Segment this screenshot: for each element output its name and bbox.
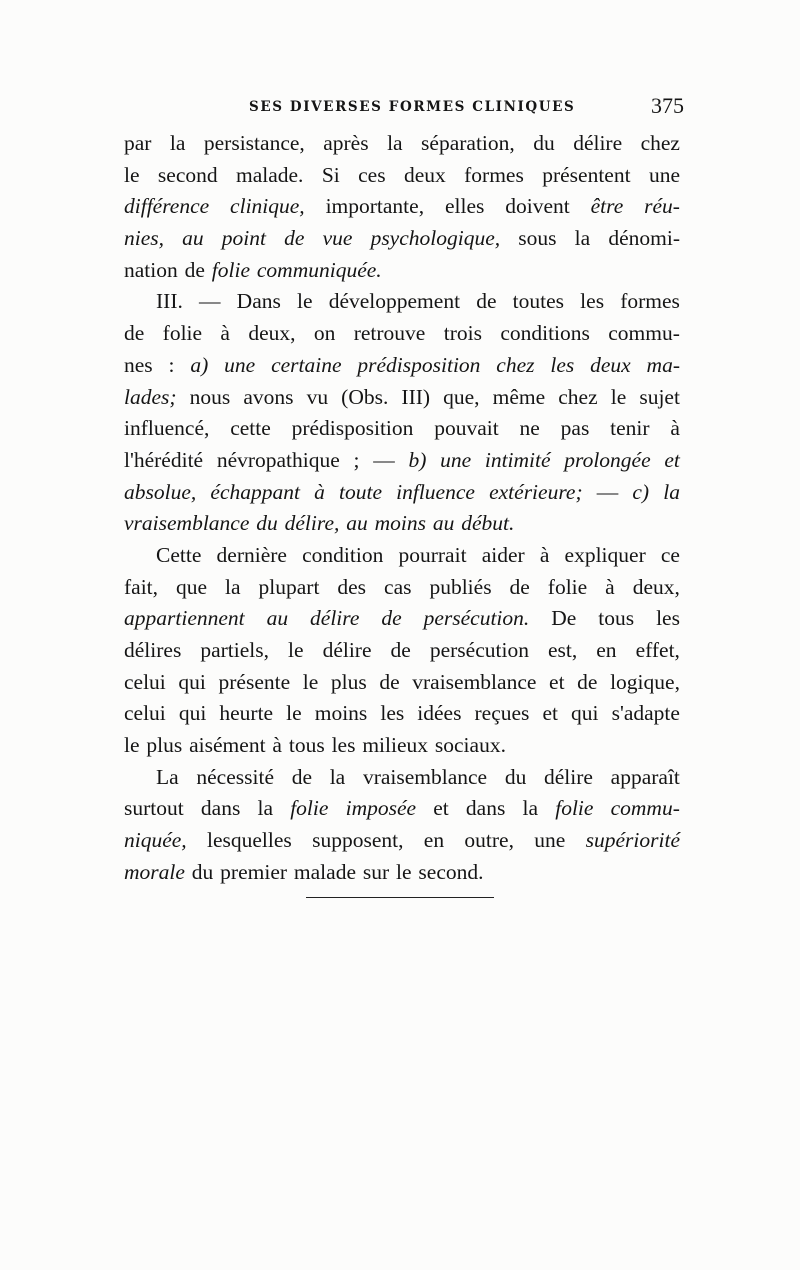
- word: sujet: [639, 384, 680, 409]
- word: au: [432, 511, 455, 536]
- text-line: [124, 762, 680, 794]
- word: pouvait: [434, 416, 499, 441]
- word: une: [648, 162, 680, 187]
- word: nies,: [124, 226, 165, 251]
- word: délire: [573, 131, 623, 155]
- word: délire: [322, 638, 372, 662]
- word: milieux: [362, 733, 429, 758]
- word: qui: [178, 669, 206, 694]
- word: à: [605, 574, 615, 599]
- word: elles: [444, 194, 485, 219]
- word: sur: [362, 859, 390, 884]
- word: malade.: [235, 162, 304, 187]
- word: la: [169, 131, 186, 155]
- word: Si: [321, 162, 340, 187]
- word: Cette: [156, 542, 202, 567]
- word: heurte: [219, 701, 274, 726]
- text-line: [124, 698, 680, 730]
- word: qui: [178, 701, 207, 726]
- word: une: [224, 352, 256, 377]
- word: de: [509, 574, 530, 599]
- word: plus: [330, 669, 367, 694]
- word: le: [396, 859, 412, 884]
- word: doivent: [505, 194, 570, 219]
- word: dernière: [216, 542, 287, 567]
- word: influencé,: [124, 416, 210, 441]
- text-line: [124, 825, 680, 857]
- word: folie: [211, 257, 251, 282]
- word: aider: [481, 542, 525, 567]
- word: nous: [189, 384, 231, 409]
- word: cette: [230, 416, 271, 441]
- word: extérieure;: [489, 479, 583, 504]
- word: condition: [302, 542, 384, 567]
- body-text: [124, 128, 680, 889]
- word: à: [272, 733, 282, 758]
- word: les: [380, 701, 405, 726]
- word: et: [433, 796, 449, 821]
- word: communiquée.: [256, 257, 382, 282]
- word: développement: [328, 289, 461, 314]
- word: commu-: [610, 796, 680, 821]
- word: et: [664, 447, 680, 472]
- text-line: [124, 477, 680, 509]
- text-line: [124, 413, 680, 445]
- text-line: [124, 286, 680, 318]
- word: deux,: [248, 321, 296, 346]
- word: formes: [464, 162, 524, 187]
- word: supériorité: [585, 828, 680, 853]
- word: que,: [443, 384, 480, 409]
- word: délires: [124, 638, 182, 662]
- word: b): [408, 447, 427, 472]
- word: présentent: [542, 162, 631, 187]
- word: (Obs.: [341, 384, 389, 409]
- text-line: [124, 508, 680, 540]
- word: celui: [124, 669, 166, 694]
- word: à: [539, 542, 550, 567]
- word: la: [574, 226, 591, 251]
- word: les: [550, 352, 575, 377]
- word: outre,: [464, 828, 514, 853]
- section-end-rule: [306, 897, 494, 898]
- word: lesquelles: [207, 828, 292, 853]
- word: folie: [290, 796, 329, 821]
- text-line: [124, 730, 680, 762]
- word: la: [257, 796, 274, 821]
- word: en: [423, 828, 445, 853]
- running-title: SES DIVERSES FORMES CLINIQUES: [249, 99, 576, 115]
- word: a): [190, 352, 209, 377]
- word: vraisemblance: [362, 764, 488, 789]
- word: lades;: [124, 384, 177, 409]
- word: le: [288, 638, 304, 662]
- word: au: [346, 511, 368, 536]
- word: folie: [555, 796, 594, 821]
- word: nécessité: [196, 764, 274, 789]
- word: échappant: [210, 479, 300, 504]
- word: au: [266, 606, 289, 631]
- word: vue: [322, 226, 353, 251]
- word: clinique,: [230, 194, 305, 219]
- text-line: [124, 223, 680, 255]
- word: du: [504, 764, 527, 789]
- word: folie: [547, 574, 588, 599]
- text-line: [124, 572, 680, 604]
- word: III.: [156, 289, 183, 314]
- word: le: [124, 162, 140, 187]
- word: De: [551, 606, 577, 631]
- word: —: [373, 447, 395, 472]
- word: différence: [124, 194, 210, 219]
- word: tous: [598, 606, 635, 631]
- text-line: [124, 350, 680, 382]
- word: une: [440, 447, 472, 472]
- word: au: [182, 226, 204, 251]
- word: on: [313, 321, 336, 346]
- word: en: [596, 638, 617, 662]
- word: nes: [124, 352, 153, 377]
- word: la: [387, 131, 403, 155]
- word: dans: [200, 796, 241, 821]
- word: tous: [288, 733, 325, 758]
- word: ce: [660, 542, 680, 567]
- word: partiels,: [200, 638, 269, 662]
- word: ma-: [646, 352, 680, 377]
- word: appartiennent: [124, 606, 245, 631]
- word: surtout: [124, 796, 184, 821]
- word: névropathique: [216, 447, 340, 472]
- word: importante,: [325, 194, 425, 219]
- text-line: [124, 603, 680, 635]
- text-line: [124, 445, 680, 477]
- word: Dans: [236, 289, 281, 314]
- word: de: [284, 226, 305, 251]
- word: après: [323, 131, 369, 155]
- word: une: [534, 828, 566, 853]
- word: présente: [218, 669, 291, 694]
- word: prédisposition: [357, 352, 481, 377]
- word: délire: [544, 764, 593, 789]
- word: être: [590, 194, 624, 219]
- word: sociaux.: [434, 733, 506, 758]
- word: moins: [374, 511, 426, 536]
- word: par: [124, 131, 152, 155]
- word: plus: [146, 733, 183, 758]
- word: de: [184, 257, 205, 282]
- word: de: [291, 764, 312, 789]
- word: la: [225, 574, 241, 599]
- word: logique,: [610, 669, 680, 694]
- word: folie: [162, 321, 203, 346]
- word: dans: [465, 796, 506, 821]
- word: toute: [339, 479, 382, 504]
- word: moins: [314, 701, 368, 726]
- word: commu-: [608, 321, 680, 346]
- word: réu-: [644, 194, 680, 219]
- word: second: [157, 162, 218, 187]
- word: :: [168, 352, 175, 377]
- word: III): [401, 384, 431, 409]
- word: vraisemblance: [412, 669, 537, 694]
- word: ces: [358, 162, 386, 187]
- word: à: [220, 321, 230, 346]
- word: persistance,: [203, 131, 305, 155]
- word: certaine: [271, 352, 342, 377]
- word: ne: [519, 416, 540, 441]
- word: vraisemblance: [124, 511, 250, 536]
- word: reçues: [474, 701, 530, 726]
- text-line: [124, 160, 680, 192]
- word: psychologique,: [370, 226, 501, 251]
- word: du: [256, 511, 278, 536]
- word: prédisposition: [291, 416, 414, 441]
- word: du: [191, 859, 214, 884]
- word: plupart: [258, 574, 320, 599]
- word: de: [577, 669, 598, 694]
- text-line: [124, 191, 680, 223]
- word: que: [176, 574, 208, 599]
- word: influence: [396, 479, 475, 504]
- word: apparaît: [610, 764, 680, 789]
- word: chez: [558, 384, 598, 409]
- word: les: [656, 606, 680, 631]
- word: de: [390, 638, 411, 662]
- word: pas: [560, 416, 590, 441]
- word: chez: [496, 352, 535, 377]
- word: les: [580, 289, 605, 314]
- word: chez: [640, 131, 680, 155]
- word: qui: [571, 701, 599, 726]
- text-line: [124, 635, 680, 667]
- word: c): [632, 479, 650, 504]
- word: —: [596, 479, 619, 504]
- word: trois: [443, 321, 482, 346]
- word: s'adapte: [611, 701, 680, 726]
- word: expliquer: [564, 542, 646, 567]
- word: dénomi-: [608, 226, 680, 251]
- word: tenir: [610, 416, 650, 441]
- word: de: [379, 669, 400, 694]
- word: sous: [518, 226, 557, 251]
- word: le: [302, 669, 319, 694]
- word: fait,: [124, 574, 159, 599]
- word: est,: [547, 638, 578, 662]
- text-line: [124, 255, 680, 287]
- word: vu: [306, 384, 329, 409]
- word: délire: [310, 606, 360, 631]
- word: absolue,: [124, 479, 197, 504]
- word: supposent,: [312, 828, 404, 853]
- word: les: [331, 733, 356, 758]
- word: le: [286, 701, 302, 726]
- word: de: [476, 289, 497, 314]
- word: premier: [220, 859, 288, 884]
- word: intimité: [484, 447, 551, 472]
- word: et: [542, 701, 558, 726]
- word: prolongée: [564, 447, 651, 472]
- word: deux,: [632, 574, 680, 599]
- running-head: [124, 95, 684, 129]
- word: avons: [243, 384, 294, 409]
- text-line: [124, 382, 680, 414]
- word: point: [221, 226, 266, 251]
- text-line: [124, 857, 680, 889]
- word: le: [610, 384, 627, 409]
- word: La: [156, 764, 179, 789]
- word: l'hérédité: [124, 447, 204, 472]
- word: le: [124, 733, 140, 758]
- word: formes: [620, 289, 680, 314]
- word: retrouve: [353, 321, 426, 346]
- text-line: [124, 667, 680, 699]
- word: délire,: [284, 511, 340, 536]
- word: début.: [461, 511, 515, 536]
- word: effet,: [635, 638, 680, 662]
- word: de: [124, 321, 145, 346]
- word: second.: [418, 859, 484, 884]
- word: publiés: [429, 574, 492, 599]
- word: celui: [124, 701, 166, 726]
- word: —: [199, 289, 221, 314]
- word: à: [670, 416, 680, 441]
- word: nation: [124, 257, 178, 282]
- text-line: [124, 793, 680, 825]
- word: séparation,: [421, 131, 515, 155]
- word: la: [329, 764, 346, 789]
- text-line: [124, 128, 680, 160]
- word: même: [492, 384, 546, 409]
- word: niquée,: [124, 828, 187, 853]
- word: cas: [384, 574, 412, 599]
- word: morale: [124, 859, 185, 884]
- text-line: [124, 318, 680, 350]
- page-number: 375: [651, 93, 684, 118]
- word: conditions: [500, 321, 590, 346]
- word: imposée: [345, 796, 417, 821]
- word: deux: [590, 352, 631, 377]
- word: ;: [353, 447, 360, 472]
- word: deux: [403, 162, 446, 187]
- word: aisément: [189, 733, 266, 758]
- word: toutes: [512, 289, 565, 314]
- word: persécution: [429, 638, 529, 662]
- word: idées: [417, 701, 462, 726]
- word: malade: [293, 859, 356, 884]
- word: la: [663, 479, 680, 504]
- word: la: [522, 796, 539, 821]
- word: persécution.: [423, 606, 530, 631]
- word: le: [297, 289, 313, 314]
- word: des: [337, 574, 367, 599]
- word: à: [314, 479, 325, 504]
- word: du: [533, 131, 555, 155]
- word: de: [381, 606, 402, 631]
- word: pourrait: [398, 542, 467, 567]
- text-line: [124, 540, 680, 572]
- word: et: [549, 669, 565, 694]
